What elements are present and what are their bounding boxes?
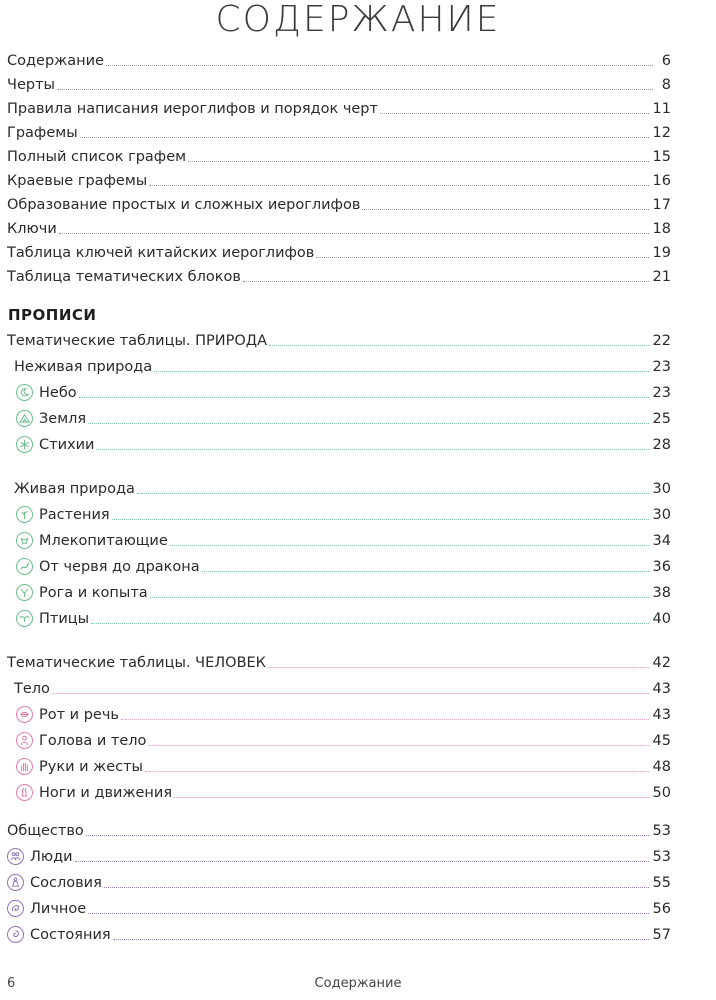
toc-row-page: 21 <box>652 269 671 285</box>
toc-row-label: Ключи <box>7 221 57 237</box>
toc-row-page: 30 <box>652 507 671 523</box>
leader-dots <box>88 913 648 914</box>
toc-row-label: Живая природа <box>14 481 135 497</box>
leader-dots <box>269 345 649 346</box>
toc-row[interactable] <box>7 144 671 166</box>
toc-row-label: Руки и жесты <box>39 759 143 775</box>
leader-dots <box>145 771 649 772</box>
leader-dots <box>148 745 648 746</box>
leader-dots <box>106 65 653 66</box>
toc-row[interactable] <box>16 528 671 550</box>
leader-dots <box>380 113 649 114</box>
toc-row-page: 53 <box>652 823 671 839</box>
mammal-icon <box>16 532 33 549</box>
toc-row-page: 53 <box>652 849 671 865</box>
toc-row-label: Общество <box>7 823 84 839</box>
toc-row-label: Тематические таблицы. ЧЕЛОВЕК <box>7 655 266 671</box>
toc-row[interactable] <box>7 870 671 892</box>
horns-icon <box>16 584 33 601</box>
toc-row-page: 30 <box>652 481 671 497</box>
toc-row[interactable] <box>7 240 671 262</box>
toc-row-label: Люди <box>30 849 73 865</box>
leader-dots <box>154 371 648 372</box>
toc-row-label: Растения <box>39 507 110 523</box>
leader-dots <box>243 281 649 282</box>
toc-row-label: Состояния <box>30 927 111 943</box>
toc-row-label: Таблица тематических блоков <box>7 269 241 285</box>
toc-row-label: Тематические таблицы. ПРИРОДА <box>7 333 268 349</box>
leader-dots <box>91 623 648 624</box>
toc-row-inanimate[interactable] <box>14 354 671 376</box>
leader-dots <box>137 493 649 494</box>
toc-row-label: Млекопитающие <box>39 533 168 549</box>
toc-row-label: Содержание <box>7 53 104 69</box>
leader-dots <box>316 257 648 258</box>
toc-row[interactable] <box>16 380 671 402</box>
toc-row-label: Неживая природа <box>14 359 153 375</box>
toc-row-nature-header[interactable] <box>7 328 671 350</box>
toc-row-page: 16 <box>652 173 671 189</box>
toc-row[interactable] <box>16 606 671 628</box>
toc-row-page: 6 <box>661 53 671 69</box>
toc-row[interactable] <box>16 780 671 802</box>
page-title: СОДЕРЖАНИЕ <box>215 0 501 40</box>
toc-row[interactable] <box>7 168 671 190</box>
leader-dots <box>149 185 648 186</box>
toc-row[interactable] <box>7 48 671 70</box>
toc-row-label: Птицы <box>39 611 90 627</box>
toc-row-page: 38 <box>652 585 671 601</box>
toc-row-page: 48 <box>652 759 671 775</box>
dragon-icon <box>16 558 33 575</box>
hand-icon <box>16 758 33 775</box>
mountain-icon <box>16 410 33 427</box>
toc-row-page: 18 <box>652 221 671 237</box>
toc-row[interactable] <box>7 72 671 94</box>
leader-dots <box>80 137 649 138</box>
toc-row-label: Тело <box>14 681 50 697</box>
toc-row-page: 12 <box>652 125 671 141</box>
toc-row-label: Небо <box>39 385 77 401</box>
toc-row-page: 17 <box>652 197 671 213</box>
toc-row-animate[interactable] <box>14 476 671 498</box>
toc-row-human-header[interactable] <box>7 650 671 672</box>
leader-dots <box>52 693 649 694</box>
toc-row[interactable] <box>16 754 671 776</box>
rank-icon <box>7 874 24 891</box>
foot-icon <box>16 784 33 801</box>
leader-dots <box>112 519 649 520</box>
leader-dots <box>88 423 648 424</box>
footer-page-number: 6 <box>7 976 16 991</box>
toc-row-label: Земля <box>39 411 87 427</box>
toc-row[interactable] <box>7 96 671 118</box>
leader-dots <box>174 797 648 798</box>
toc-row-label: Ноги и движения <box>39 785 173 801</box>
toc-row[interactable] <box>7 922 671 944</box>
toc-row-page: 34 <box>652 533 671 549</box>
leader-dots <box>104 887 649 888</box>
leader-dots <box>121 719 649 720</box>
bird-icon <box>16 610 33 627</box>
leader-dots <box>268 667 649 668</box>
toc-row-page: 23 <box>652 385 671 401</box>
toc-row-label: Личное <box>30 901 87 917</box>
toc-row-page: 25 <box>652 411 671 427</box>
toc-row-label: Правила написания иероглифов и порядок черт <box>7 101 378 117</box>
toc-row-page: 19 <box>652 245 671 261</box>
toc-row[interactable] <box>7 896 671 918</box>
toc-row-page: 22 <box>652 333 671 349</box>
people-icon <box>7 848 24 865</box>
toc-row-page: 11 <box>652 101 671 117</box>
toc-row-label: Краевые графемы <box>7 173 148 189</box>
leader-dots <box>86 835 649 836</box>
toc-row-page: 8 <box>661 77 671 93</box>
toc-row-page: 42 <box>652 655 671 671</box>
person-icon <box>16 732 33 749</box>
toc-row-label: Графемы <box>7 125 78 141</box>
toc-row-page: 57 <box>652 927 671 943</box>
leader-dots <box>57 89 653 90</box>
toc-row[interactable] <box>7 120 671 142</box>
toc-row-page: 23 <box>652 359 671 375</box>
toc-row[interactable] <box>16 502 671 524</box>
toc-row-page: 43 <box>652 681 671 697</box>
toc-row-label: Рот и речь <box>39 707 119 723</box>
toc-row-page: 50 <box>652 785 671 801</box>
personal-icon <box>7 900 24 917</box>
toc-row-page: 40 <box>652 611 671 627</box>
toc-row-society[interactable] <box>7 818 671 840</box>
leader-dots <box>170 545 649 546</box>
leader-dots <box>150 597 649 598</box>
toc-row-label: Черты <box>7 77 55 93</box>
toc-row[interactable] <box>7 264 671 286</box>
toc-row[interactable] <box>7 844 671 866</box>
leader-dots <box>96 449 648 450</box>
plant-icon <box>16 506 33 523</box>
toc-row[interactable] <box>16 554 671 576</box>
toc-row-page: 55 <box>652 875 671 891</box>
toc-row-page: 15 <box>652 149 671 165</box>
leader-dots <box>59 233 649 234</box>
leader-dots <box>75 861 649 862</box>
toc-row-body[interactable] <box>14 676 671 698</box>
leader-dots <box>202 571 649 572</box>
toc-row[interactable] <box>16 432 671 454</box>
toc-row-label: Образование простых и сложных иероглифов <box>7 197 361 213</box>
toc-row[interactable] <box>16 406 671 428</box>
section-heading: ПРОПИСИ <box>8 306 97 324</box>
leader-dots <box>113 939 649 940</box>
toc-row-page: 28 <box>652 437 671 453</box>
toc-row-label: Полный список графем <box>7 149 187 165</box>
toc-row[interactable] <box>16 580 671 602</box>
moon-icon <box>16 384 33 401</box>
toc-row-label: Рога и копыта <box>39 585 148 601</box>
toc-row-label: Таблица ключей китайских иероглифов <box>7 245 315 261</box>
footer-title: Содержание <box>314 976 402 991</box>
toc-row-label: Стихии <box>39 437 95 453</box>
toc-row-page: 56 <box>652 901 671 917</box>
elements-icon <box>16 436 33 453</box>
toc-row-label: Сословия <box>30 875 102 891</box>
toc-row-page: 45 <box>652 733 671 749</box>
mouth-icon <box>16 706 33 723</box>
leader-dots <box>188 161 648 162</box>
toc-row[interactable] <box>16 728 671 750</box>
toc-row-page: 36 <box>652 559 671 575</box>
leader-dots <box>362 209 648 210</box>
toc-row-label: Голова и тело <box>39 733 147 749</box>
leader-dots <box>79 397 649 398</box>
toc-row[interactable] <box>7 192 671 214</box>
toc-row[interactable] <box>16 702 671 724</box>
state-icon <box>7 926 24 943</box>
toc-row-page: 43 <box>652 707 671 723</box>
toc-row-label: От червя до дракона <box>39 559 200 575</box>
toc-row[interactable] <box>7 216 671 238</box>
